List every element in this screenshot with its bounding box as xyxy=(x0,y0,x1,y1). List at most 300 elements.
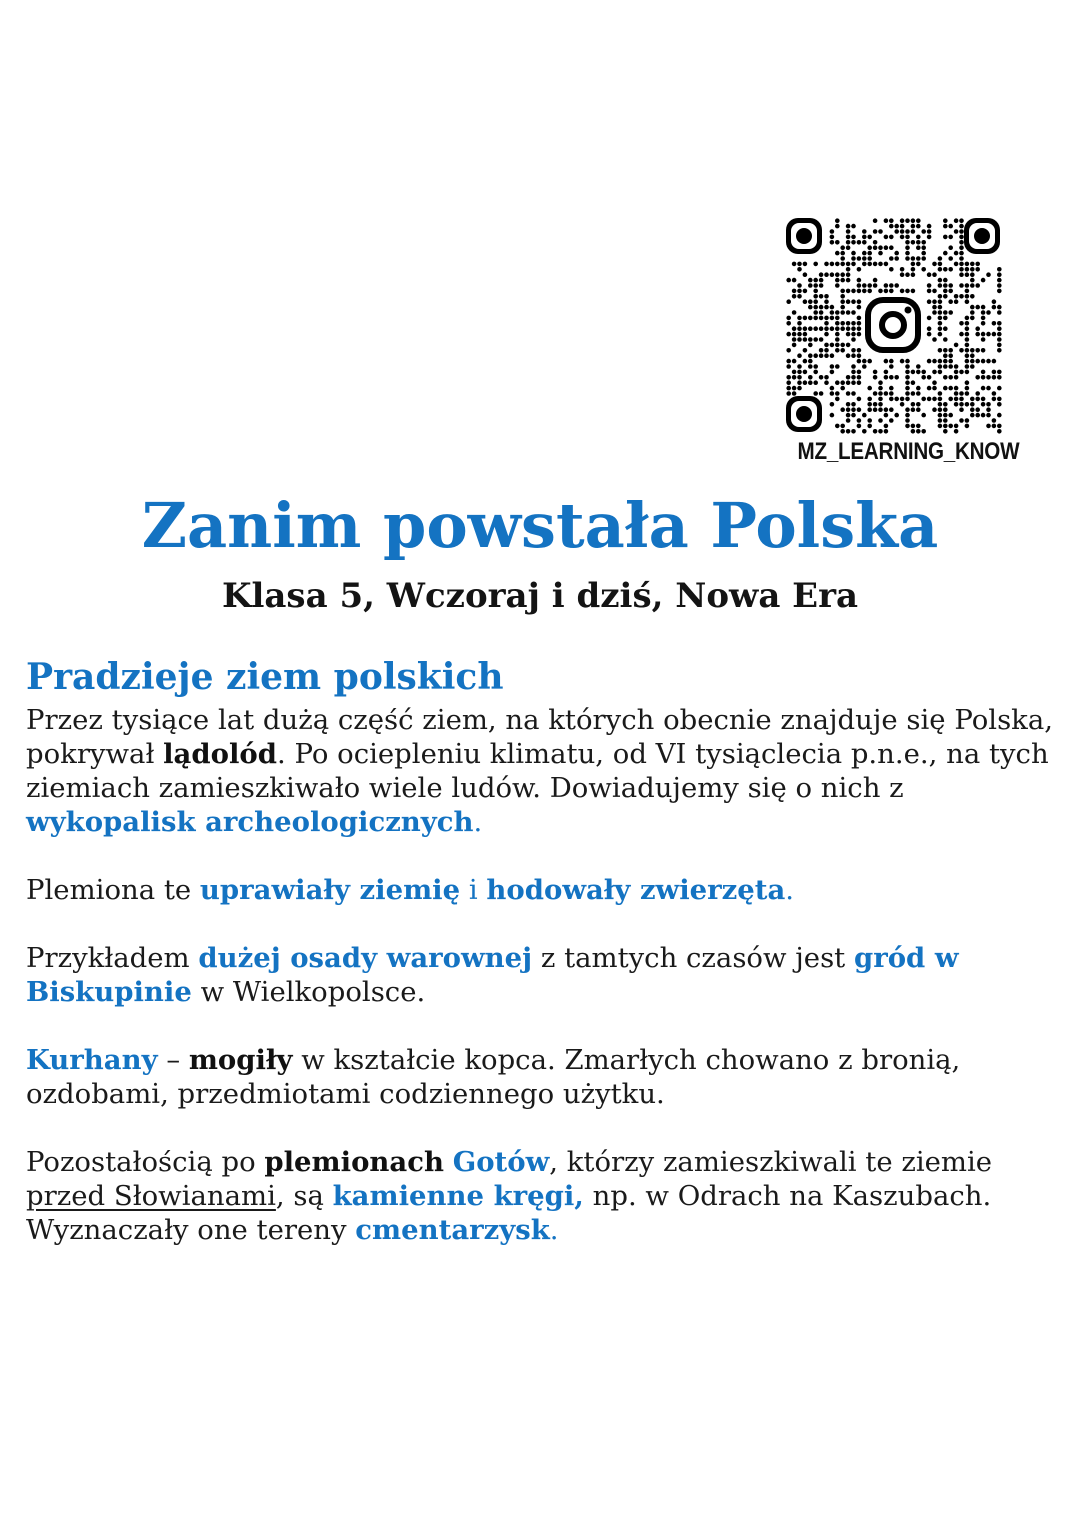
qr-module-dot xyxy=(824,294,829,299)
qr-module-dot xyxy=(997,397,1002,402)
qr-module-dot xyxy=(943,413,948,418)
qr-module-dot xyxy=(932,407,937,412)
qr-module-dot xyxy=(803,348,808,353)
qr-module-dot xyxy=(803,272,808,277)
qr-module-dot xyxy=(938,402,943,407)
qr-module-dot xyxy=(905,424,910,429)
qr-module-dot xyxy=(959,348,964,353)
qr-module-dot xyxy=(975,391,980,396)
highlight-cmentarzysk: cmentarzysk xyxy=(355,1214,550,1246)
qr-module-dot xyxy=(824,299,829,304)
qr-module-dot xyxy=(813,262,818,267)
qr-module-dot xyxy=(867,245,872,250)
qr-module-dot xyxy=(835,397,840,402)
qr-module-dot xyxy=(932,305,937,310)
qr-module-dot xyxy=(819,337,824,342)
qr-module-dot xyxy=(916,240,921,245)
qr-module-dot xyxy=(894,397,899,402)
qr-module-dot xyxy=(835,337,840,342)
qr-module-dot xyxy=(911,407,916,412)
qr-module-dot xyxy=(851,310,856,315)
qr-module-dot xyxy=(970,305,975,310)
qr-module-dot xyxy=(857,359,862,364)
qr-module-dot xyxy=(959,262,964,267)
text-span: . xyxy=(549,1214,559,1246)
qr-module-dot xyxy=(981,337,986,342)
qr-module-dot xyxy=(943,289,948,294)
qr-module-dot xyxy=(965,332,970,337)
qr-module-dot xyxy=(819,391,824,396)
qr-module-dot xyxy=(786,375,791,380)
qr-module-dot xyxy=(900,224,905,229)
qr-module-dot xyxy=(819,316,824,321)
qr-module-dot xyxy=(981,375,986,380)
qr-module-dot xyxy=(911,424,916,429)
qr-module-dot xyxy=(857,407,862,412)
qr-module-dot xyxy=(862,289,867,294)
qr-module-dot xyxy=(792,370,797,375)
qr-module-dot xyxy=(938,332,943,337)
qr-module-dot xyxy=(943,353,948,358)
qr-module-dot xyxy=(846,240,851,245)
qr-module-dot xyxy=(954,364,959,369)
text-span: , którzy zamieszkiwali te ziemie xyxy=(549,1146,993,1178)
qr-module-dot xyxy=(911,267,916,272)
qr-module-dot xyxy=(830,370,835,375)
text-span: . Po ociepleniu klimatu, od VI tysiąclecia p.n.e., na tych ziemiach zamieszkiwało wiele ludów. Dowiadujemy się o nich z xyxy=(26,738,1049,804)
qr-module-dot xyxy=(824,321,829,326)
qr-module-dot xyxy=(992,305,997,310)
qr-module-dot xyxy=(786,359,791,364)
qr-module-dot xyxy=(884,424,889,429)
qr-module-dot xyxy=(943,348,948,353)
qr-module-dot xyxy=(959,283,964,288)
qr-module-dot xyxy=(959,224,964,229)
qr-module-dot xyxy=(997,278,1002,283)
qr-module-dot xyxy=(819,326,824,331)
qr-module-dot xyxy=(840,386,845,391)
qr-module-dot xyxy=(835,380,840,385)
qr-module-dot xyxy=(948,224,953,229)
qr-module-dot xyxy=(927,299,932,304)
qr-module-dot xyxy=(803,370,808,375)
qr-module-dot xyxy=(975,375,980,380)
qr-module-dot xyxy=(943,359,948,364)
qr-module-dot xyxy=(921,240,926,245)
qr-module-dot xyxy=(916,218,921,223)
qr-module-dot xyxy=(921,256,926,261)
qr-module-dot xyxy=(965,289,970,294)
qr-module-dot xyxy=(965,299,970,304)
qr-module-dot xyxy=(959,402,964,407)
qr-module-dot xyxy=(932,289,937,294)
qr-module-dot xyxy=(997,348,1002,353)
qr-module-dot xyxy=(975,348,980,353)
qr-module-dot xyxy=(846,375,851,380)
qr-module-dot xyxy=(975,305,980,310)
qr-module-dot xyxy=(938,316,943,321)
qr-module-dot xyxy=(840,348,845,353)
qr-module-dot xyxy=(986,359,991,364)
qr-module-dot xyxy=(813,294,818,299)
qr-module-dot xyxy=(911,272,916,277)
qr-module-dot xyxy=(927,326,932,331)
qr-module-dot xyxy=(970,310,975,315)
qr-module-dot xyxy=(846,407,851,412)
qr-module-dot xyxy=(986,413,991,418)
qr-module-dot xyxy=(894,251,899,256)
qr-module-dot xyxy=(911,289,916,294)
qr-module-dot xyxy=(900,289,905,294)
qr-module-dot xyxy=(835,391,840,396)
qr-module-dot xyxy=(927,224,932,229)
qr-module-dot xyxy=(840,407,845,412)
qr-module-dot xyxy=(851,251,856,256)
qr-module-dot xyxy=(824,326,829,331)
highlight-hodowaly: hodowały zwierzęta xyxy=(486,874,786,906)
qr-module-dot xyxy=(992,332,997,337)
qr-module-dot xyxy=(938,391,943,396)
qr-module-dot xyxy=(857,397,862,402)
qr-module-dot xyxy=(894,256,899,261)
qr-module-dot xyxy=(986,402,991,407)
qr-module-dot xyxy=(992,418,997,423)
qr-module-dot xyxy=(965,348,970,353)
qr-module-dot xyxy=(986,386,991,391)
qr-module-dot xyxy=(808,364,813,369)
text-span: z tamtych czasów jest xyxy=(532,942,854,974)
qr-module-dot xyxy=(867,256,872,261)
qr-module-dot xyxy=(965,337,970,342)
qr-module-dot xyxy=(997,332,1002,337)
text-span: w Wielkopolsce. xyxy=(191,976,426,1008)
qr-module-dot xyxy=(894,283,899,288)
qr-module-dot xyxy=(835,251,840,256)
qr-module-dot xyxy=(911,402,916,407)
qr-module-dot xyxy=(857,240,862,245)
text-span: i xyxy=(460,874,487,906)
qr-module-dot xyxy=(938,364,943,369)
qr-module-dot xyxy=(862,262,867,267)
qr-module-dot xyxy=(938,321,943,326)
qr-module-dot xyxy=(846,391,851,396)
qr-module-dot xyxy=(862,364,867,369)
qr-module-dot xyxy=(846,353,851,358)
underline-przed-slowianami: przed Słowianami xyxy=(26,1180,276,1212)
qr-module-dot xyxy=(803,289,808,294)
qr-module-dot xyxy=(857,299,862,304)
qr-module-dot xyxy=(878,397,883,402)
qr-module-dot xyxy=(846,235,851,240)
qr-module-dot xyxy=(900,359,905,364)
qr-module-dot xyxy=(954,375,959,380)
qr-module-dot xyxy=(943,364,948,369)
qr-module-dot xyxy=(921,397,926,402)
qr-module-dot xyxy=(948,289,953,294)
qr-module-dot xyxy=(792,343,797,348)
qr-module-dot xyxy=(884,245,889,250)
qr-module-dot xyxy=(905,380,910,385)
qr-module-dot xyxy=(943,235,948,240)
qr-module-dot xyxy=(813,380,818,385)
qr-module-dot xyxy=(797,321,802,326)
qr-module-dot xyxy=(905,289,910,294)
qr-module-dot xyxy=(803,326,808,331)
qr-module-dot xyxy=(835,316,840,321)
qr-module-dot xyxy=(835,424,840,429)
qr-module-dot xyxy=(948,386,953,391)
qr-module-dot xyxy=(975,359,980,364)
paragraph-goci xyxy=(26,1145,1056,1247)
qr-module-dot xyxy=(867,235,872,240)
qr-module-dot xyxy=(786,380,791,385)
instagram-icon xyxy=(862,294,924,356)
qr-module-dot xyxy=(830,310,835,315)
qr-module-dot xyxy=(965,283,970,288)
qr-module-dot xyxy=(808,375,813,380)
qr-module-dot xyxy=(959,294,964,299)
qr-module-dot xyxy=(889,375,894,380)
qr-module-dot xyxy=(884,429,889,434)
qr-module-dot xyxy=(954,424,959,429)
qr-module-dot xyxy=(975,397,980,402)
qr-module-dot xyxy=(938,348,943,353)
qr-module-dot xyxy=(846,321,851,326)
qr-module-dot xyxy=(808,337,813,342)
qr-module-dot xyxy=(867,397,872,402)
qr-module-dot xyxy=(851,402,856,407)
qr-module-dot xyxy=(878,391,883,396)
qr-module-dot xyxy=(916,364,921,369)
qr-module-dot xyxy=(786,348,791,353)
qr-module-dot xyxy=(965,343,970,348)
qr-module-dot xyxy=(846,272,851,277)
qr-module-dot xyxy=(932,397,937,402)
qr-module-dot xyxy=(997,370,1002,375)
qr-module-dot xyxy=(884,407,889,412)
qr-module-dot xyxy=(916,256,921,261)
qr-module-dot xyxy=(997,337,1002,342)
qr-module-dot xyxy=(835,240,840,245)
qr-module-dot xyxy=(851,429,856,434)
qr-module-dot xyxy=(873,402,878,407)
qr-module-dot xyxy=(878,251,883,256)
qr-module-dot xyxy=(970,397,975,402)
qr-module-dot xyxy=(965,326,970,331)
qr-module-dot xyxy=(808,316,813,321)
qr-module-dot xyxy=(819,348,824,353)
qr-module-dot xyxy=(873,278,878,283)
qr-module-dot xyxy=(997,375,1002,380)
qr-module-dot xyxy=(889,267,894,272)
qr-module-dot xyxy=(970,348,975,353)
qr-module-dot xyxy=(959,251,964,256)
qr-module-dot xyxy=(857,418,862,423)
qr-module-dot xyxy=(857,289,862,294)
qr-module-dot xyxy=(797,289,802,294)
qr-module-dot xyxy=(851,413,856,418)
qr-module-dot xyxy=(873,262,878,267)
qr-module-dot xyxy=(916,224,921,229)
qr-module-dot xyxy=(786,299,791,304)
qr-module-dot xyxy=(981,305,986,310)
qr-module-dot xyxy=(878,245,883,250)
qr-module-dot xyxy=(786,332,791,337)
qr-module-dot xyxy=(840,278,845,283)
instagram-handle: MZ_LEARNING_KNOW xyxy=(797,438,1020,465)
qr-module-dot xyxy=(813,337,818,342)
qr-module-dot xyxy=(927,272,932,277)
qr-module-dot xyxy=(911,240,916,245)
qr-module-dot xyxy=(911,224,916,229)
qr-module-dot xyxy=(857,380,862,385)
qr-module-dot xyxy=(970,294,975,299)
qr-module-dot xyxy=(857,370,862,375)
content-body xyxy=(26,703,1056,1281)
qr-module-dot xyxy=(943,224,948,229)
qr-module-dot xyxy=(846,326,851,331)
qr-module-dot xyxy=(840,251,845,256)
qr-module-dot xyxy=(927,229,932,234)
qr-module-dot xyxy=(986,272,991,277)
qr-module-dot xyxy=(921,267,926,272)
qr-module-dot xyxy=(905,407,910,412)
qr-module-dot xyxy=(878,386,883,391)
qr-module-dot xyxy=(824,305,829,310)
qr-module-dot xyxy=(830,262,835,267)
qr-module-dot xyxy=(954,343,959,348)
qr-module-dot xyxy=(862,283,867,288)
qr-module-dot xyxy=(889,397,894,402)
qr-module-dot xyxy=(970,413,975,418)
qr-module-dot xyxy=(813,289,818,294)
text-span: w kształcie kopca. Zmarłych chowano z bronią, ozdobami, przedmiotami codziennego użytku. xyxy=(26,1044,961,1110)
qr-module-dot xyxy=(943,407,948,412)
qr-module-dot xyxy=(948,359,953,364)
highlight-uprawialy: uprawiały ziemię xyxy=(199,874,461,906)
qr-module-dot xyxy=(916,262,921,267)
qr-module-dot xyxy=(830,326,835,331)
qr-finder-top-right xyxy=(964,218,1000,254)
qr-module-dot xyxy=(884,283,889,288)
qr-module-dot xyxy=(927,235,932,240)
qr-module-dot xyxy=(824,316,829,321)
qr-module-dot xyxy=(819,305,824,310)
qr-module-dot xyxy=(943,424,948,429)
qr-module-dot xyxy=(905,245,910,250)
qr-module-dot xyxy=(997,343,1002,348)
qr-module-dot xyxy=(830,364,835,369)
text-span: Przykładem xyxy=(26,942,199,974)
highlight-kamienne-kregi: kamienne kręgi, xyxy=(332,1180,584,1212)
qr-module-dot xyxy=(813,364,818,369)
qr-module-dot xyxy=(997,267,1002,272)
qr-module-dot xyxy=(932,386,937,391)
qr-module-dot xyxy=(965,262,970,267)
qr-module-dot xyxy=(992,397,997,402)
qr-module-dot xyxy=(846,299,851,304)
qr-module-dot xyxy=(808,299,813,304)
qr-module-dot xyxy=(873,283,878,288)
qr-module-dot xyxy=(873,218,878,223)
qr-module-dot xyxy=(916,235,921,240)
qr-module-dot xyxy=(992,299,997,304)
qr-module-dot xyxy=(959,407,964,412)
qr-module-dot xyxy=(830,272,835,277)
qr-module-dot xyxy=(873,240,878,245)
qr-module-dot xyxy=(986,407,991,412)
qr-module-dot xyxy=(889,386,894,391)
qr-module-dot xyxy=(786,391,791,396)
qr-module-dot xyxy=(846,413,851,418)
qr-module-dot xyxy=(803,337,808,342)
text-span: – xyxy=(157,1044,189,1076)
qr-module-dot xyxy=(792,262,797,267)
qr-module-dot xyxy=(959,418,964,423)
qr-module-dot xyxy=(835,326,840,331)
qr-module-dot xyxy=(905,235,910,240)
qr-module-dot xyxy=(938,262,943,267)
qr-module-dot xyxy=(824,262,829,267)
qr-module-dot xyxy=(803,359,808,364)
qr-module-dot xyxy=(938,310,943,315)
qr-module-dot xyxy=(835,364,840,369)
qr-module-dot xyxy=(997,326,1002,331)
qr-module-dot xyxy=(824,332,829,337)
qr-module-dot xyxy=(840,289,845,294)
qr-module-dot xyxy=(916,407,921,412)
qr-module-dot xyxy=(992,391,997,396)
qr-module-dot xyxy=(889,283,894,288)
qr-module-dot xyxy=(943,375,948,380)
qr-module-dot xyxy=(830,413,835,418)
qr-module-dot xyxy=(846,278,851,283)
qr-module-dot xyxy=(889,289,894,294)
qr-module-dot xyxy=(965,321,970,326)
highlight-kurhany: Kurhany xyxy=(26,1044,158,1076)
qr-module-dot xyxy=(797,375,802,380)
qr-module-dot xyxy=(948,235,953,240)
qr-module-dot xyxy=(981,413,986,418)
qr-code xyxy=(782,214,1004,436)
qr-module-dot xyxy=(813,316,818,321)
qr-module-dot xyxy=(862,413,867,418)
qr-module-dot xyxy=(803,332,808,337)
qr-module-dot xyxy=(975,267,980,272)
qr-module-dot xyxy=(840,321,845,326)
qr-module-dot xyxy=(819,272,824,277)
qr-module-dot xyxy=(797,353,802,358)
qr-module-dot xyxy=(851,326,856,331)
qr-module-dot xyxy=(884,359,889,364)
qr-module-dot xyxy=(927,386,932,391)
paragraph-biskupin xyxy=(26,941,1056,1009)
qr-module-dot xyxy=(878,429,883,434)
qr-module-dot xyxy=(965,386,970,391)
qr-module-dot xyxy=(851,332,856,337)
qr-module-dot xyxy=(965,359,970,364)
qr-module-dot xyxy=(840,326,845,331)
qr-module-dot xyxy=(873,370,878,375)
qr-module-dot xyxy=(959,218,964,223)
qr-module-dot xyxy=(835,262,840,267)
qr-module-dot xyxy=(846,245,851,250)
qr-module-dot xyxy=(959,229,964,234)
qr-module-dot xyxy=(975,283,980,288)
qr-module-dot xyxy=(943,386,948,391)
qr-module-dot xyxy=(927,289,932,294)
qr-module-dot xyxy=(884,235,889,240)
